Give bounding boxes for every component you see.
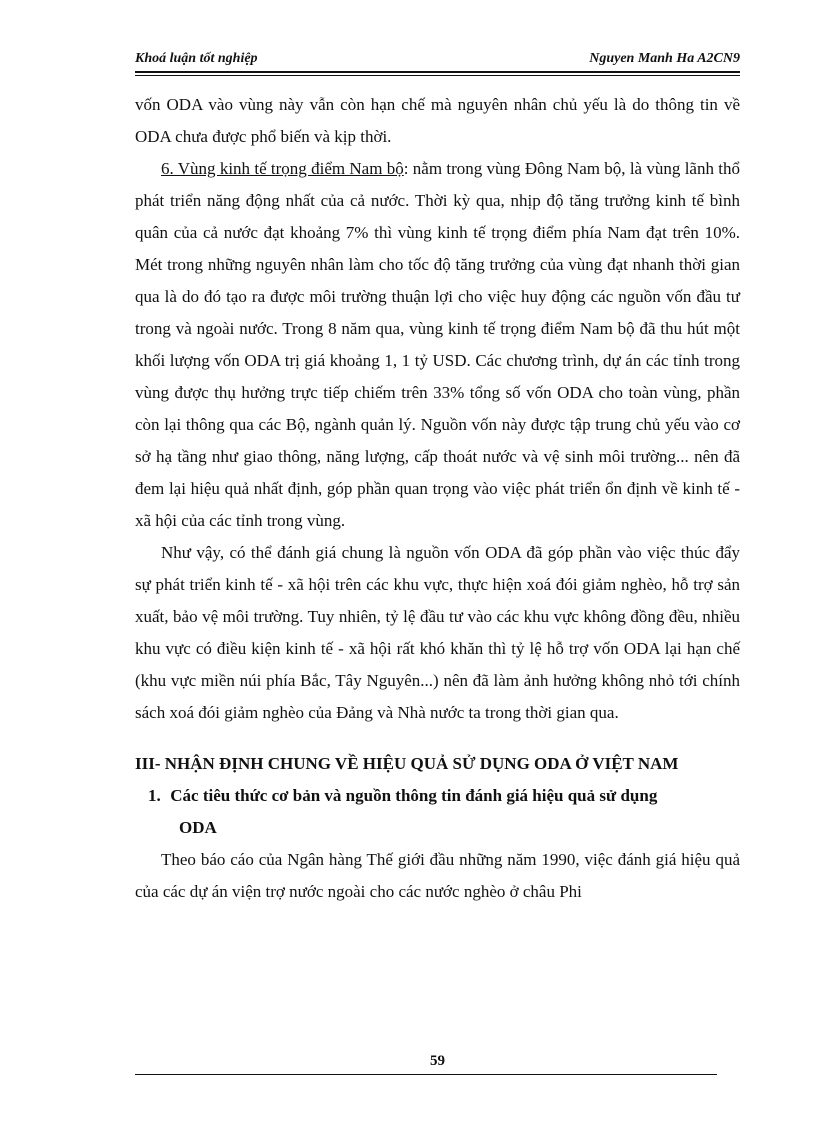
- region-label: 6. Vùng kinh tế trọng điểm Nam bộ: [161, 159, 404, 178]
- paragraph-southern-region: [135, 153, 740, 537]
- subsection-title-line1: Các tiêu thức cơ bản và nguồn thông tin đánh giá hiệu quả sử dụng: [170, 786, 658, 805]
- paragraph-world-bank: Theo báo cáo của Ngân hàng Thế giới đầu những năm 1990, việc đánh giá hiệu quả của các dự án viện trợ nước ngoài cho các nước nghèo ở châu Phi: [135, 850, 740, 901]
- page-body: [135, 89, 740, 908]
- region-text: : nằm trong vùng Đông Nam bộ, là vùng lãnh thổ phát triển năng động nhất của cả nước. Thời kỳ qua, nhịp độ tăng trưởng kinh tế bình quân của cả nước đạt khoảng 7% thì vùng kinh tế trọng điểm phía Nam đạt trên 10%. Mét trong những nguyên nhân làm cho tốc độ tăng trưởng của vùng đạt nhanh thời gian qua là do đó tạo ra được môi trường thuận lợi cho việc huy động các nguồn vốn đầu tư trong và ngoài nước. Trong 8 năm qua, vùng kinh tế trọng điểm Nam bộ đã thu hút một khối lượng vốn ODA trị giá khoảng 1, 1 tỷ USD. Các chương trình, dự án các tỉnh trong vùng được thụ hưởng trực tiếp chiếm trên 33% tổng số vốn ODA cho toàn vùng, phần còn lại thông qua các Bộ, ngành quản lý. Nguồn vốn này được tập trung chủ yếu vào cơ sở hạ tầng như giao thông, năng lượng, cấp thoát nước và vệ sinh môi trường... nên đã đem lại hiệu quả nhất định, góp phần quan trọng vào việc phát triển ổn định về kinh tế - xã hội của các tỉnh trong vùng.: [135, 159, 740, 530]
- page-number: 59: [430, 1053, 445, 1069]
- section-heading: III- NHẬN ĐỊNH CHUNG VỀ HIỆU QUẢ SỬ DỤNG ODA Ở VIỆT NAM: [135, 754, 679, 773]
- page-header: [135, 51, 740, 71]
- paragraph-summary: Như vậy, có thể đánh giá chung là nguồn vốn ODA đã góp phần vào việc thúc đẩy sự phát triển kinh tế - xã hội trên các khu vực, thực hiện xoá đói giảm nghèo, hỗ trợ sản xuất, bảo vệ môi trường. Tuy nhiên, tỷ lệ đầu tư vào các khu vực không đồng đều, nhiều khu vực có điều kiện kinh tế - xã hội rất khó khăn thì tỷ lệ hỗ trợ vốn ODA lại hạn chế (khu vực miền núi phía Bắc, Tây Nguyên...) nên đã làm ảnh hưởng không nhỏ tới chính sách xoá đói giảm nghèo của Đảng và Nhà nước ta trong thời gian qua.: [135, 543, 740, 722]
- header-author: Nguyen Manh Ha A2CN9: [589, 51, 740, 66]
- header-divider: [135, 71, 740, 76]
- header-left-title: Khoá luận tốt nghiệp: [135, 51, 258, 66]
- subsection-title-line2: ODA: [179, 818, 217, 837]
- subsection-heading: [135, 780, 740, 844]
- subsection-number: 1.: [148, 786, 161, 805]
- paragraph-continuation: vốn ODA vào vùng này vẫn còn hạn chế mà nguyên nhân chủ yếu là do thông tin về ODA chưa được phổ biến và kịp thời.: [135, 95, 740, 146]
- footer-divider: [135, 1074, 717, 1075]
